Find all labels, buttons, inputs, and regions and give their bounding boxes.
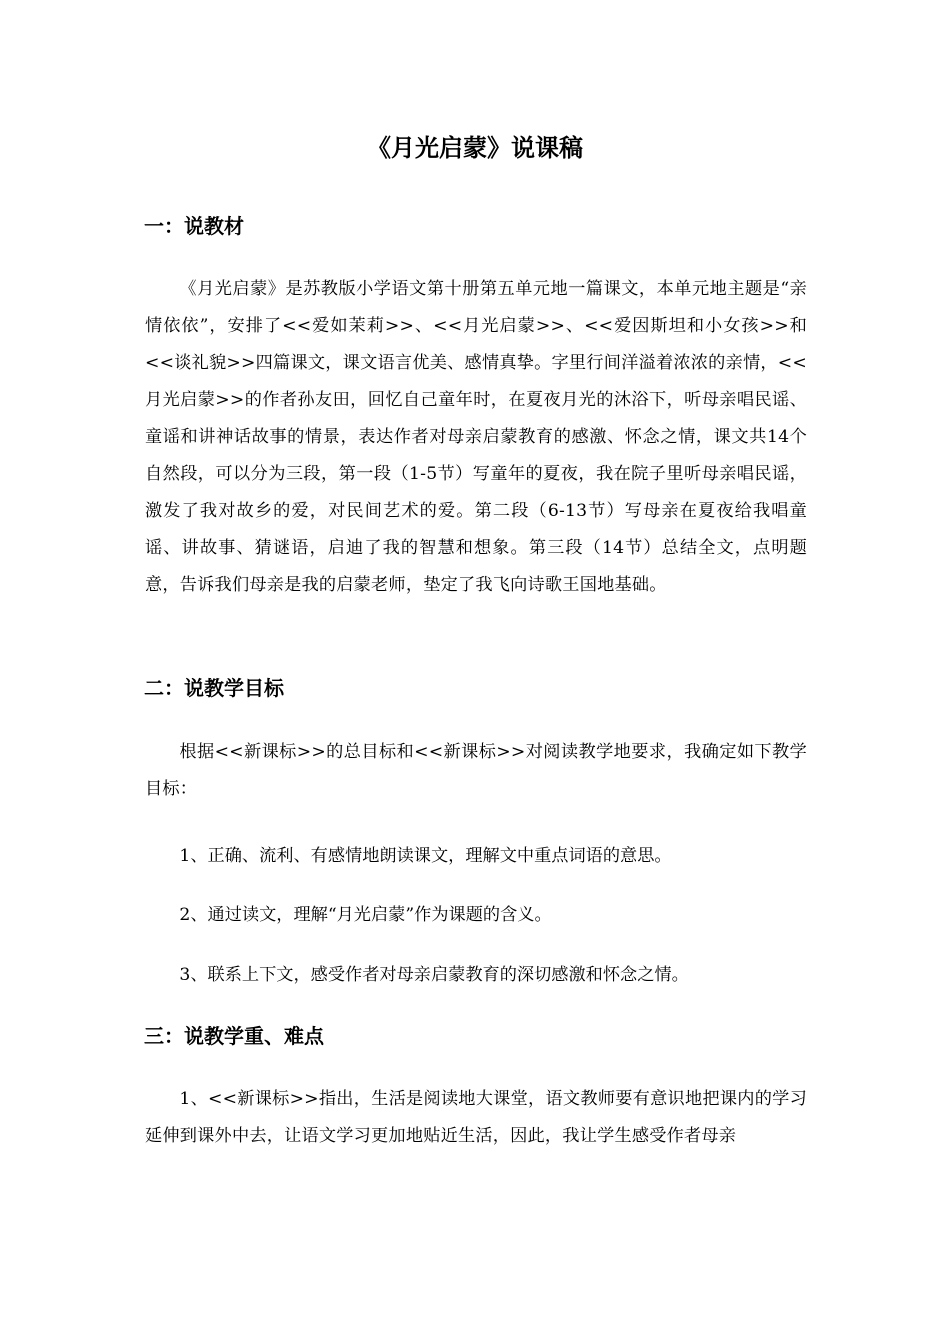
section-heading-teaching-material: 一：说教材 (144, 214, 244, 238)
paragraph-goals-intro: 根据<<新课标>>的总目标和<<新课标>>对阅读教学地要求，我确定如下教学目标： (145, 742, 807, 799)
paragraph-teaching-material: 《月光启蒙》是苏教版小学语文第十册第五单元地一篇课文，本单元地主题是“亲情依依”，安排了<<爱如茉莉>>、<<月光启蒙>>、<<爱因斯坦和小女孩>>和<<谈礼貌>>四篇课文，课文语言优美、感情真挚。字里行间洋溢着浓浓的亲情，<<月光启蒙>>的作者孙友田，回忆自己童年时，在夏夜月光的沐浴下，听母亲唱民谣、童谣和讲神话故事的情景，表达作者对母亲启蒙教育的感激、怀念之情，课文共14个自然段，可以分为三段，第一段（1-5节）写童年的夏夜，我在院子里听母亲唱民谣，激发了我对故乡的爱，对民间艺术的爱。第二段（6-13节）写母亲在夏夜给我唱童谣、讲故事、猜谜语，启迪了我的智慧和想象。第三段（14节）总结全文，点明题意，告诉我们母亲是我的启蒙老师，垫定了我飞向诗歌王国地基础。 (145, 279, 807, 595)
paragraph-key-points: 1、<<新课标>>指出，生活是阅读地大课堂，语文教师要有意识地把课内的学习延伸到课外中去，让语文学习更加地贴近生活，因此，我让学生感受作者母亲 (145, 1089, 807, 1146)
section-heading-key-difficult-points: 三：说教学重、难点 (144, 1024, 324, 1048)
goal-item-1: 1、正确、流利、有感情地朗读课文，理解文中重点词语的意思。 (179, 846, 672, 866)
goal-item-3: 3、联系上下文，感受作者对母亲启蒙教育的深切感激和怀念之情。 (179, 965, 689, 985)
goal-item-2: 2、通过读文，理解“月光启蒙”作为课题的含义。 (179, 905, 552, 925)
section-heading-teaching-goals: 二：说教学目标 (144, 676, 284, 700)
document-title: 《月光启蒙》说课稿 (367, 134, 583, 162)
